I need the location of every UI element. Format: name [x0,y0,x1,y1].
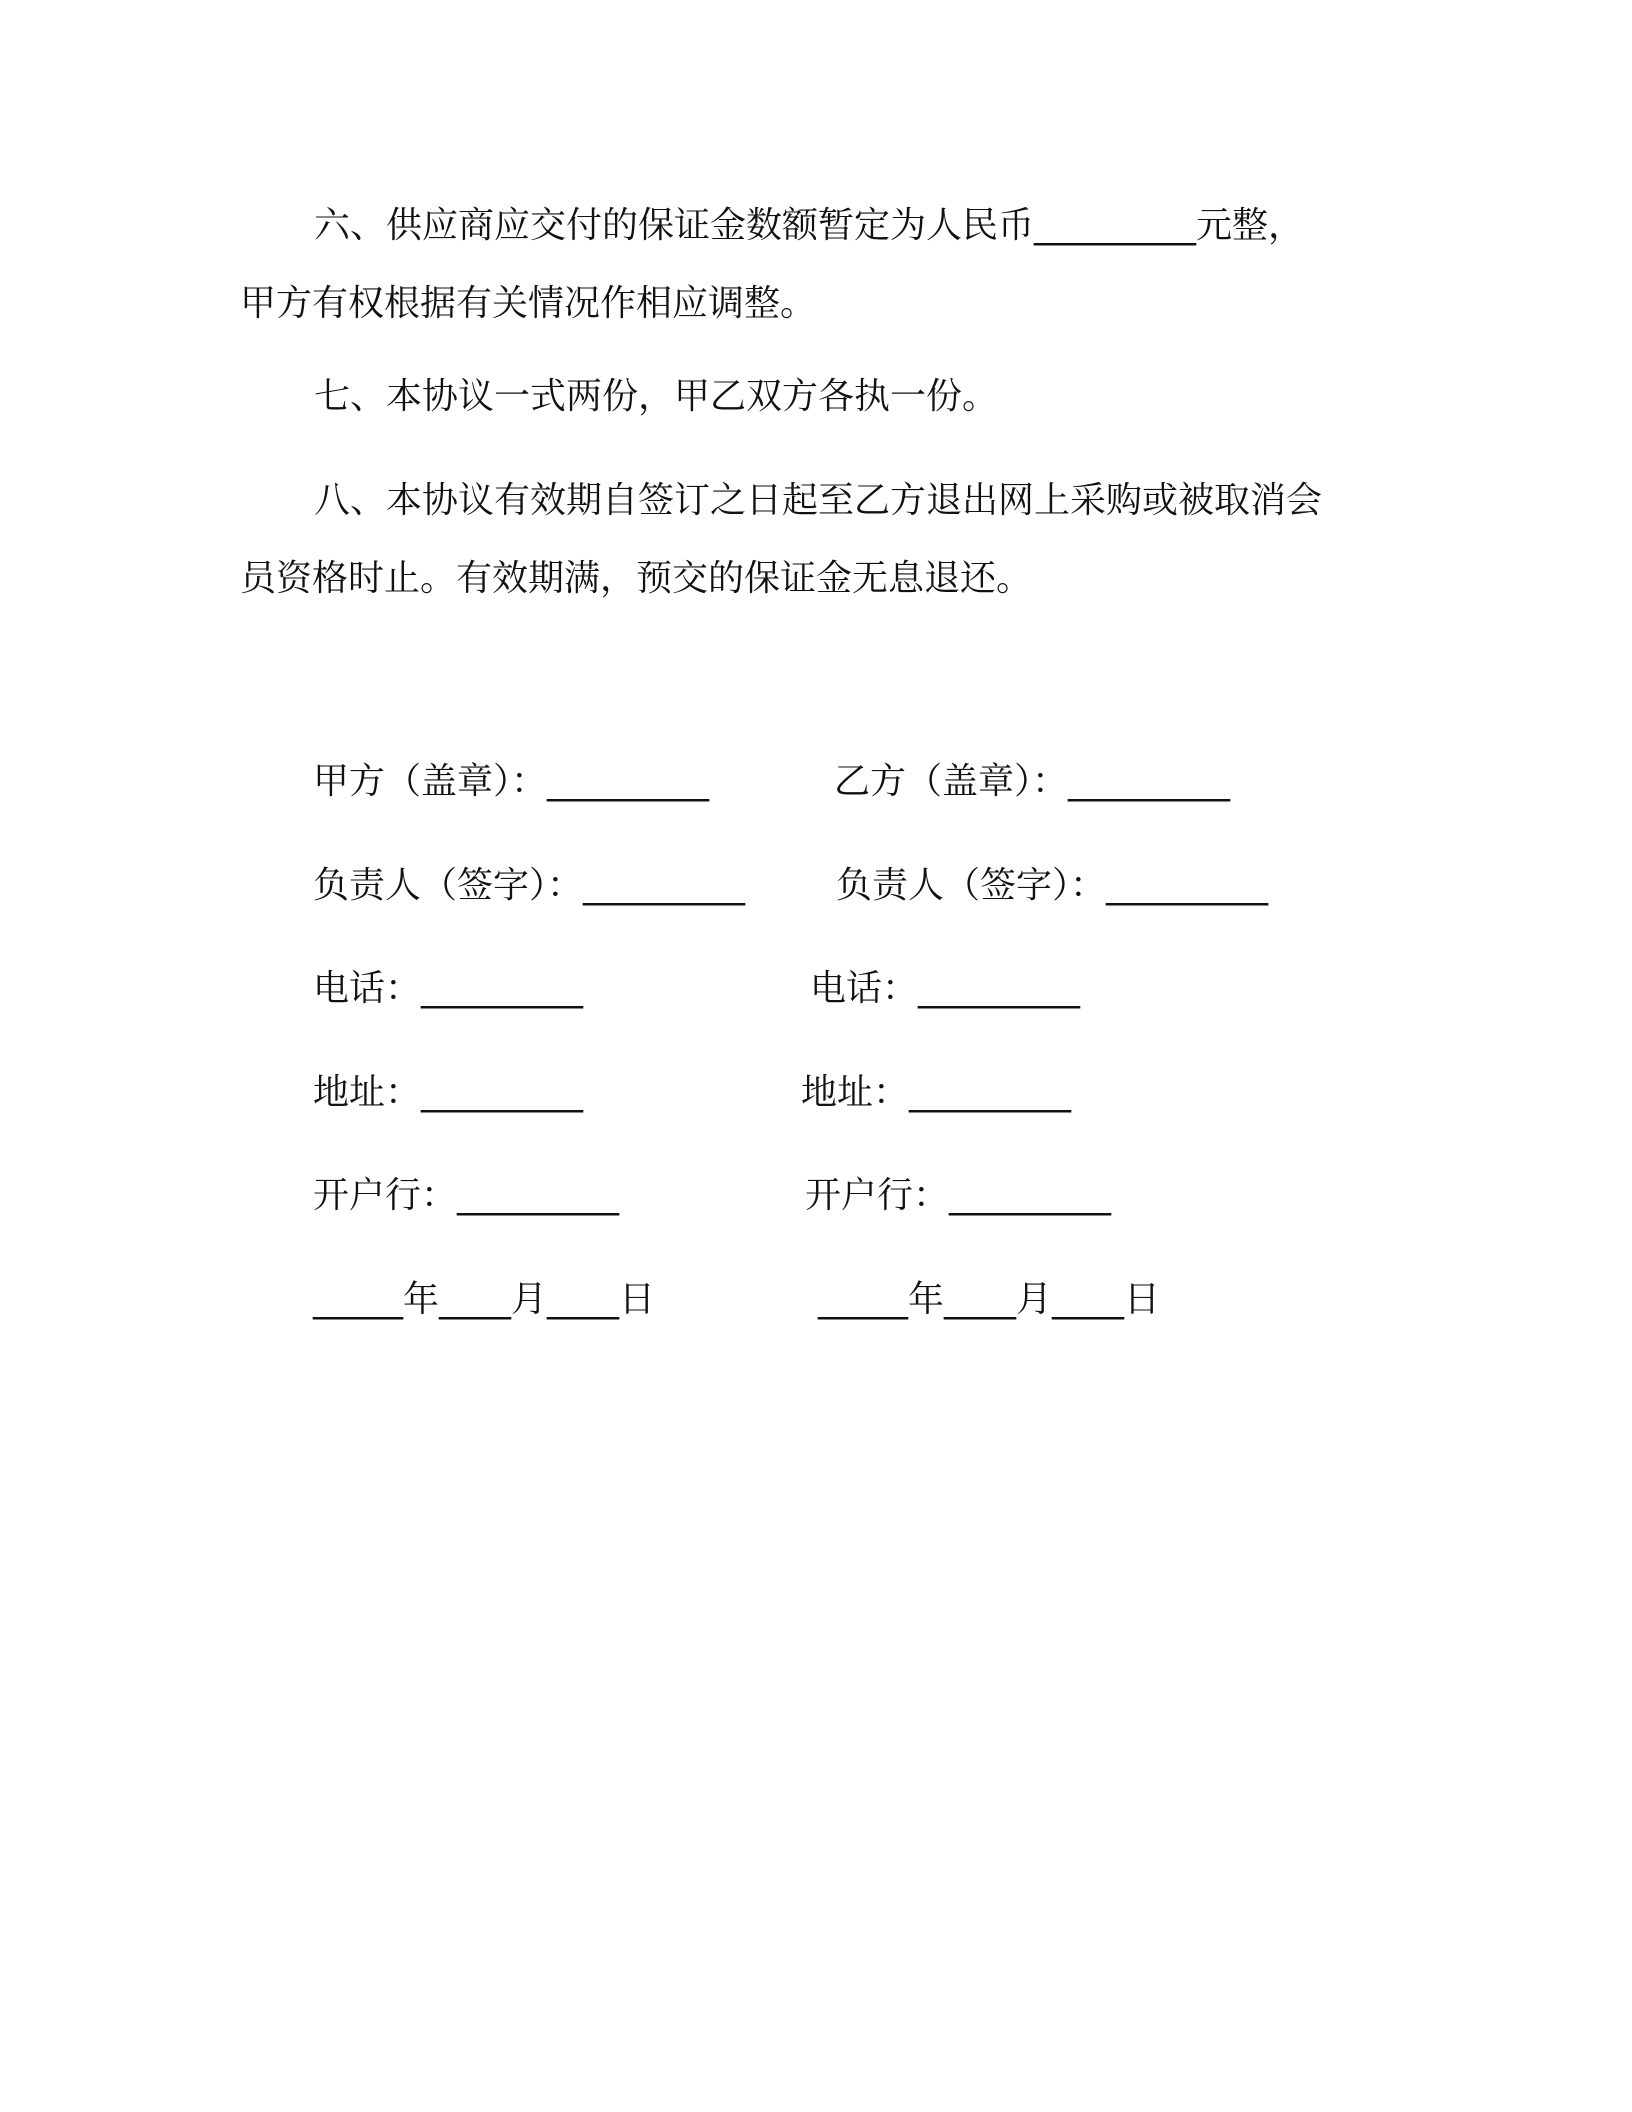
party-a-seal: 甲方（盖章）：_________ [313,761,710,802]
clause-6-line-1: 六、供应商应交付的保证金数额暂定为人民币_________元整， [314,205,1305,246]
party-b-date: _____年____月____日 [818,1279,1160,1320]
party-b-bank: 开户行：_________ [805,1175,1112,1216]
clause-7-line-1: 七、本协议一式两份，甲乙双方各执一份。 [314,376,999,417]
clause-6-line-2: 甲方有权根据有关情况作相应调整。 [240,283,817,324]
party-b-seal: 乙方（盖章）：_________ [834,761,1231,802]
party-a-bank: 开户行：_________ [313,1175,620,1216]
party-b-phone: 电话：_________ [810,968,1081,1009]
clause-8 [240,462,1360,618]
clause-8-line-2: 员资格时止。有效期满，预交的保证金无息退还。 [240,558,1033,599]
clause-6 [240,187,1360,343]
clause-7 [240,358,1360,436]
party-b-address: 地址：_________ [801,1072,1072,1113]
party-b-signer: 负责人（签字）：_________ [836,865,1269,906]
party-a-phone: 电话：_________ [313,968,584,1009]
party-a-signer: 负责人（签字）：_________ [313,865,746,906]
party-a-date: _____年____月____日 [313,1279,655,1320]
party-a-address: 地址：_________ [313,1072,584,1113]
clause-8-line-1: 八、本协议有效期自签订之日起至乙方退出网上采购或被取消会 [314,480,1323,521]
